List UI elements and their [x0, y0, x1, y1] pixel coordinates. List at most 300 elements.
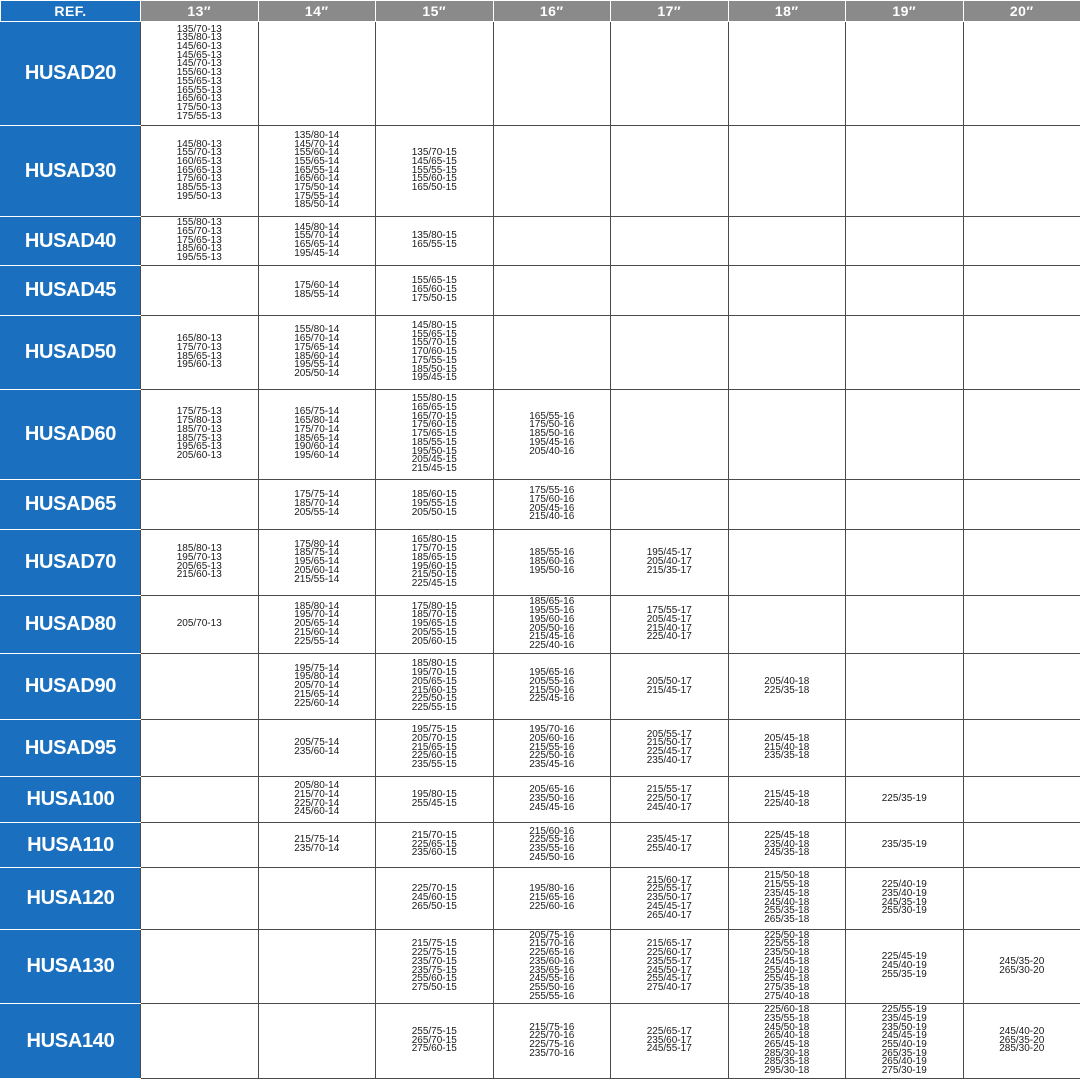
tire-size: 145/80-15 — [411, 320, 457, 332]
size-cell — [258, 868, 376, 930]
tire-size: 225/55-14 — [294, 635, 340, 647]
size-cell — [846, 596, 964, 654]
tire-size: 255/30-19 — [881, 905, 927, 917]
tire-size: 165/65-15 — [411, 402, 457, 414]
tire-size: 205/50-14 — [294, 367, 340, 379]
tire-size: 225/40-19 — [881, 879, 927, 891]
tire-size: 225/40-17 — [646, 631, 692, 643]
tire-size: 155/70-13 — [176, 147, 222, 159]
tire-size: 255/60-15 — [411, 973, 457, 985]
size-cell — [493, 266, 611, 316]
table-row — [1, 126, 1080, 217]
tire-size: 195/70-13 — [176, 551, 222, 563]
tire-size: 235/70-14 — [294, 843, 340, 854]
tire-size: 215/50-15 — [411, 569, 457, 581]
size-cell — [141, 316, 259, 390]
tire-size: 285/30-20 — [999, 1043, 1045, 1055]
tire-size: 215/75-14 — [294, 834, 340, 846]
tire-size: 155/65-13 — [176, 75, 222, 87]
table-row — [1, 266, 1080, 316]
tire-size: 235/70-15 — [411, 955, 457, 967]
size-cell — [963, 868, 1080, 930]
tire-size: 225/40-16 — [529, 639, 575, 651]
tire-size: 255/45-15 — [411, 797, 457, 809]
tire-size: 265/35-19 — [881, 1047, 927, 1059]
tire-size: 145/60-13 — [176, 41, 222, 53]
size-cell — [846, 1004, 964, 1079]
size-cell — [141, 266, 259, 316]
tire-size: 215/75-16 — [529, 1021, 575, 1033]
size-cell — [141, 823, 259, 868]
tire-size: 215/50-18 — [764, 870, 810, 882]
tire-size: 225/45-19 — [881, 951, 927, 963]
size-cell — [376, 823, 494, 868]
tire-size: 205/65-16 — [529, 784, 575, 796]
tire-size: 185/55-16 — [529, 547, 575, 559]
ref-column-header: REF. — [1, 1, 141, 22]
tire-size: 160/65-13 — [176, 155, 222, 167]
size-cell — [611, 596, 729, 654]
tire-size: 175/55-13 — [176, 110, 222, 122]
tire-size: 215/40-16 — [529, 511, 575, 523]
size-cell — [376, 868, 494, 930]
tire-size: 195/65-16 — [529, 667, 575, 679]
tire-size: 235/65-16 — [529, 964, 575, 976]
tire-size: 135/70-15 — [411, 147, 457, 159]
tire-size: 155/80-13 — [176, 217, 222, 229]
size-cell — [611, 316, 729, 390]
tire-size: 235/75-15 — [411, 964, 457, 976]
tire-size: 255/45-17 — [646, 973, 692, 985]
size-cell — [376, 1004, 494, 1079]
ref-code: HUSA110 — [1, 823, 141, 868]
tire-size: 205/75-16 — [529, 929, 575, 941]
tire-size: 265/70-15 — [411, 1034, 457, 1046]
size-cell — [258, 777, 376, 823]
size-cell — [846, 530, 964, 596]
tire-size: 245/35-18 — [764, 847, 810, 859]
size-cell — [963, 266, 1080, 316]
size-cell — [846, 720, 964, 777]
tire-size: 175/50-13 — [176, 101, 222, 113]
tire-size: 225/65-17 — [646, 1025, 692, 1037]
size-cell — [258, 266, 376, 316]
tire-size: 225/50-18 — [764, 929, 810, 941]
tire-size: 185/55-13 — [176, 182, 222, 194]
tire-size: 205/50-15 — [411, 506, 457, 518]
tire-size: 215/35-17 — [646, 564, 692, 576]
ref-code: HUSAD70 — [1, 530, 141, 596]
tire-size: 205/75-14 — [294, 737, 340, 749]
tire-size: 155/70-15 — [411, 337, 457, 349]
size-cell — [963, 22, 1080, 126]
size-cell — [611, 823, 729, 868]
tire-size: 155/55-15 — [411, 164, 457, 176]
tire-size: 195/55-16 — [529, 605, 575, 617]
tire-size: 165/75-14 — [294, 406, 340, 418]
tire-size: 235/70-16 — [529, 1047, 575, 1059]
tire-size: 175/60-13 — [176, 173, 222, 185]
size-cell — [141, 777, 259, 823]
tire-size: 205/70-14 — [294, 680, 340, 692]
tire-size: 195/50-13 — [176, 190, 222, 202]
size-cell — [376, 126, 494, 217]
size-cell — [963, 930, 1080, 1004]
tire-size: 215/65-14 — [294, 688, 340, 700]
table-row — [1, 777, 1080, 823]
size-cell — [493, 930, 611, 1004]
tire-size: 165/60-15 — [411, 284, 457, 296]
size-cell — [141, 217, 259, 266]
tire-size: 215/65-15 — [411, 741, 457, 753]
table-row — [1, 1004, 1080, 1079]
size-cell — [376, 22, 494, 126]
tire-size: 245/35-19 — [881, 896, 927, 908]
tire-size: 165/80-13 — [176, 333, 222, 345]
tire-size: 215/70-16 — [529, 938, 575, 950]
size-cell — [728, 217, 846, 266]
tire-size: 225/50-17 — [646, 793, 692, 805]
tire-size: 195/70-14 — [294, 609, 340, 621]
tire-size: 225/75-15 — [411, 947, 457, 959]
tire-size: 225/55-16 — [529, 834, 575, 846]
tire-size: 225/70-16 — [529, 1030, 575, 1042]
tire-size: 235/50-17 — [646, 892, 692, 904]
tire-size: 175/70-14 — [294, 423, 340, 435]
tire-size: 205/45-18 — [764, 732, 810, 744]
tire-size: 245/45-19 — [881, 1030, 927, 1042]
rim-size-header: 19″ — [846, 1, 964, 22]
tire-size: 205/45-15 — [411, 454, 457, 466]
tire-size: 225/75-16 — [529, 1039, 575, 1050]
tire-size: 245/40-19 — [881, 960, 927, 972]
size-cell — [258, 823, 376, 868]
tire-size: 235/55-16 — [529, 843, 575, 854]
size-cell — [728, 316, 846, 390]
tire-size: 235/50-16 — [529, 793, 575, 805]
size-cell — [963, 823, 1080, 868]
tire-size: 275/30-19 — [881, 1065, 927, 1077]
tire-size: 195/65-15 — [411, 618, 457, 630]
tire-size: 205/45-17 — [646, 613, 692, 625]
size-cell — [963, 126, 1080, 217]
size-cell — [493, 654, 611, 720]
tire-size: 195/50-15 — [411, 445, 457, 457]
size-cell — [258, 390, 376, 480]
tire-size: 235/45-19 — [881, 1012, 927, 1024]
tire-size: 245/60-14 — [294, 806, 340, 818]
size-cell — [493, 596, 611, 654]
tire-size: 175/75-14 — [294, 489, 340, 501]
tire-size: 165/80-15 — [411, 534, 457, 546]
tire-size: 235/60-17 — [646, 1034, 692, 1046]
tire-size: 205/50-17 — [646, 675, 692, 687]
tire-size: 215/45-17 — [646, 684, 692, 696]
tire-size: 215/60-17 — [646, 874, 692, 886]
tire-size: 135/80-14 — [294, 129, 340, 141]
tire-size: 245/35-20 — [999, 955, 1045, 967]
rim-size-header: 18″ — [728, 1, 846, 22]
tire-size: 165/55-16 — [529, 410, 575, 422]
tire-size: 225/60-17 — [646, 947, 692, 959]
size-cell — [493, 217, 611, 266]
size-cell — [493, 126, 611, 217]
tire-size: 165/80-14 — [294, 415, 340, 427]
size-cell — [728, 480, 846, 530]
size-cell — [728, 530, 846, 596]
tire-size: 175/70-15 — [411, 543, 457, 555]
tire-size: 245/40-18 — [764, 896, 810, 908]
ref-code: HUSAD45 — [1, 266, 141, 316]
size-cell — [611, 266, 729, 316]
tire-size: 215/45-15 — [411, 462, 457, 474]
tire-size: 245/40-20 — [999, 1025, 1045, 1037]
tire-size: 215/45-16 — [529, 631, 575, 643]
tire-size: 245/60-15 — [411, 892, 457, 904]
tire-size: 215/60-14 — [294, 626, 340, 638]
tire-size: 285/35-18 — [764, 1056, 810, 1068]
tire-size: 165/50-15 — [411, 182, 457, 194]
tire-size: 185/70-15 — [411, 609, 457, 621]
tire-size: 205/70-15 — [411, 732, 457, 744]
rim-size-header: 15″ — [376, 1, 494, 22]
tire-size: 175/55-14 — [294, 190, 340, 202]
tire-size: 175/60-16 — [529, 493, 575, 505]
tire-size: 185/70-14 — [294, 498, 340, 510]
tire-size: 175/50-16 — [529, 419, 575, 431]
tire-size: 255/75-15 — [411, 1025, 457, 1037]
ref-code: HUSAD50 — [1, 316, 141, 390]
tire-size: 175/55-16 — [529, 485, 575, 497]
size-cell — [728, 777, 846, 823]
tire-size: 225/55-15 — [411, 701, 457, 713]
size-cell — [258, 1004, 376, 1079]
size-cell — [611, 1004, 729, 1079]
size-cell — [611, 530, 729, 596]
tire-size: 215/70-15 — [411, 829, 457, 841]
tire-size: 195/65-13 — [176, 441, 222, 453]
tire-size: 155/60-14 — [294, 147, 340, 159]
size-cell — [493, 868, 611, 930]
tire-size: 185/75-14 — [294, 547, 340, 559]
tire-size: 205/40-18 — [764, 675, 810, 687]
size-cell — [141, 22, 259, 126]
size-cell — [141, 1004, 259, 1079]
tire-size: 185/60-16 — [529, 556, 575, 568]
tire-size: 155/70-14 — [294, 230, 340, 242]
table-row — [1, 530, 1080, 596]
size-cell — [846, 777, 964, 823]
tire-size: 185/50-15 — [411, 363, 457, 375]
tire-size: 275/50-15 — [411, 981, 457, 993]
tire-size: 235/45-18 — [764, 887, 810, 899]
tire-size: 175/65-15 — [411, 428, 457, 440]
tire-size: 225/45-16 — [529, 693, 575, 705]
tire-size: 215/75-15 — [411, 938, 457, 950]
tire-size: 255/50-16 — [529, 981, 575, 993]
tire-size: 215/55-18 — [764, 879, 810, 891]
tire-size: 225/70-14 — [294, 797, 340, 809]
table-row — [1, 22, 1080, 126]
size-cell — [258, 22, 376, 126]
ref-code: HUSAD30 — [1, 126, 141, 217]
table-row — [1, 480, 1080, 530]
size-cell — [493, 480, 611, 530]
tire-size: 215/40-18 — [764, 741, 810, 753]
tire-size: 275/40-18 — [764, 990, 810, 1002]
tire-size: 225/55-19 — [881, 1004, 927, 1016]
tire-size: 215/40-17 — [646, 622, 692, 634]
tire-size: 155/65-15 — [411, 328, 457, 340]
tire-size: 225/45-17 — [646, 746, 692, 757]
tire-size: 265/35-20 — [999, 1034, 1045, 1046]
tire-size: 165/55-14 — [294, 164, 340, 176]
tire-size: 215/45-18 — [764, 788, 810, 800]
tire-size: 175/60-15 — [411, 419, 457, 431]
size-cell — [141, 390, 259, 480]
tire-size: 205/40-16 — [529, 445, 575, 457]
size-cell — [728, 930, 846, 1004]
size-cell — [963, 480, 1080, 530]
size-cell — [376, 316, 494, 390]
tire-size: 195/80-14 — [294, 671, 340, 683]
tire-size: 175/80-15 — [411, 600, 457, 612]
tire-size: 135/80-13 — [176, 32, 222, 44]
tire-size: 225/35-18 — [764, 684, 810, 696]
tire-size: 165/65-14 — [294, 239, 340, 250]
ref-code: HUSA100 — [1, 777, 141, 823]
tire-size: 215/55-14 — [294, 573, 340, 585]
size-cell — [258, 126, 376, 217]
tire-size: 235/50-19 — [881, 1021, 927, 1033]
tire-size: 295/30-18 — [764, 1065, 810, 1077]
tire-size: 165/55-15 — [411, 239, 457, 250]
size-cell — [846, 480, 964, 530]
tire-size: 255/55-16 — [529, 990, 575, 1002]
size-cell — [493, 22, 611, 126]
tire-size: 245/40-17 — [646, 801, 692, 813]
tire-size: 225/60-14 — [294, 697, 340, 709]
size-cell — [376, 720, 494, 777]
tire-size: 235/45-16 — [529, 759, 575, 771]
tire-size: 185/80-13 — [176, 543, 222, 555]
tire-size: 195/45-15 — [411, 372, 457, 384]
tire-size: 195/80-15 — [411, 788, 457, 800]
tire-size: 185/55-14 — [294, 288, 340, 300]
tire-size: 225/65-15 — [411, 838, 457, 850]
tire-size: 135/80-15 — [411, 230, 457, 242]
tire-size: 135/70-13 — [176, 23, 222, 35]
tire-size: 155/65-14 — [294, 155, 340, 167]
ref-code: HUSAD40 — [1, 217, 141, 266]
size-cell — [258, 596, 376, 654]
tire-size: 235/35-18 — [764, 750, 810, 762]
tire-size: 195/50-16 — [529, 564, 575, 576]
tire-size: 165/60-13 — [176, 93, 222, 105]
tire-size: 285/30-18 — [764, 1047, 810, 1059]
tire-size: 235/60-14 — [294, 746, 340, 757]
tire-size: 225/60-15 — [411, 750, 457, 762]
size-cell — [846, 217, 964, 266]
tire-size: 195/45-14 — [294, 247, 340, 259]
size-cell — [493, 777, 611, 823]
tire-size: 195/60-16 — [529, 613, 575, 625]
size-cell — [141, 654, 259, 720]
tire-size: 185/65-15 — [411, 551, 457, 563]
tire-size: 165/70-14 — [294, 333, 340, 345]
tire-size: 195/70-16 — [529, 724, 575, 736]
tire-size: 225/40-18 — [764, 797, 810, 809]
size-cell — [376, 480, 494, 530]
tire-size: 205/65-15 — [411, 675, 457, 687]
tire-size: 215/55-16 — [529, 741, 575, 753]
rim-size-header: 14″ — [258, 1, 376, 22]
tire-size: 255/40-17 — [646, 843, 692, 854]
size-cell — [611, 720, 729, 777]
size-cell — [141, 868, 259, 930]
ref-code: HUSA130 — [1, 930, 141, 1004]
size-cell — [963, 530, 1080, 596]
size-cell — [846, 316, 964, 390]
size-cell — [728, 596, 846, 654]
tire-size: 145/65-13 — [176, 49, 222, 61]
size-cell — [728, 1004, 846, 1079]
tire-size: 185/65-13 — [176, 350, 222, 362]
tire-size: 255/40-18 — [764, 964, 810, 976]
tire-size: 265/30-20 — [999, 964, 1045, 976]
size-cell — [493, 720, 611, 777]
tire-size: 205/60-15 — [411, 635, 457, 647]
tire-size: 205/45-16 — [529, 502, 575, 514]
tire-size: 185/50-16 — [529, 428, 575, 440]
size-cell — [611, 390, 729, 480]
tire-size: 205/65-14 — [294, 618, 340, 630]
tire-size: 215/60-13 — [176, 569, 222, 581]
tire-size: 215/50-16 — [529, 684, 575, 696]
size-cell — [376, 530, 494, 596]
size-cell — [846, 390, 964, 480]
table-row — [1, 720, 1080, 777]
size-cell — [141, 126, 259, 217]
table-row — [1, 868, 1080, 930]
tire-size: 175/50-15 — [411, 292, 457, 304]
size-cell — [728, 823, 846, 868]
tire-size: 165/55-13 — [176, 84, 222, 96]
size-cell — [376, 930, 494, 1004]
size-cell — [258, 530, 376, 596]
tire-size: 185/80-15 — [411, 658, 457, 670]
ref-code: HUSAD60 — [1, 390, 141, 480]
tire-size: 170/60-15 — [411, 346, 457, 358]
size-cell — [846, 126, 964, 217]
tire-size: 175/75-13 — [176, 406, 222, 418]
tire-size: 215/65-16 — [529, 892, 575, 904]
tire-size: 175/80-14 — [294, 538, 340, 550]
size-cell — [728, 22, 846, 126]
ref-code: HUSAD65 — [1, 480, 141, 530]
tire-size: 145/70-14 — [294, 138, 340, 150]
size-cell — [258, 654, 376, 720]
tire-size: 145/65-15 — [411, 155, 457, 167]
size-cell — [611, 654, 729, 720]
tire-size: 155/80-15 — [411, 393, 457, 405]
tire-size: 195/75-15 — [411, 724, 457, 736]
size-cell — [258, 316, 376, 390]
tire-size: 195/60-15 — [411, 560, 457, 572]
tire-size: 235/55-17 — [646, 955, 692, 967]
size-cell — [728, 126, 846, 217]
tire-size: 195/80-16 — [529, 883, 575, 895]
